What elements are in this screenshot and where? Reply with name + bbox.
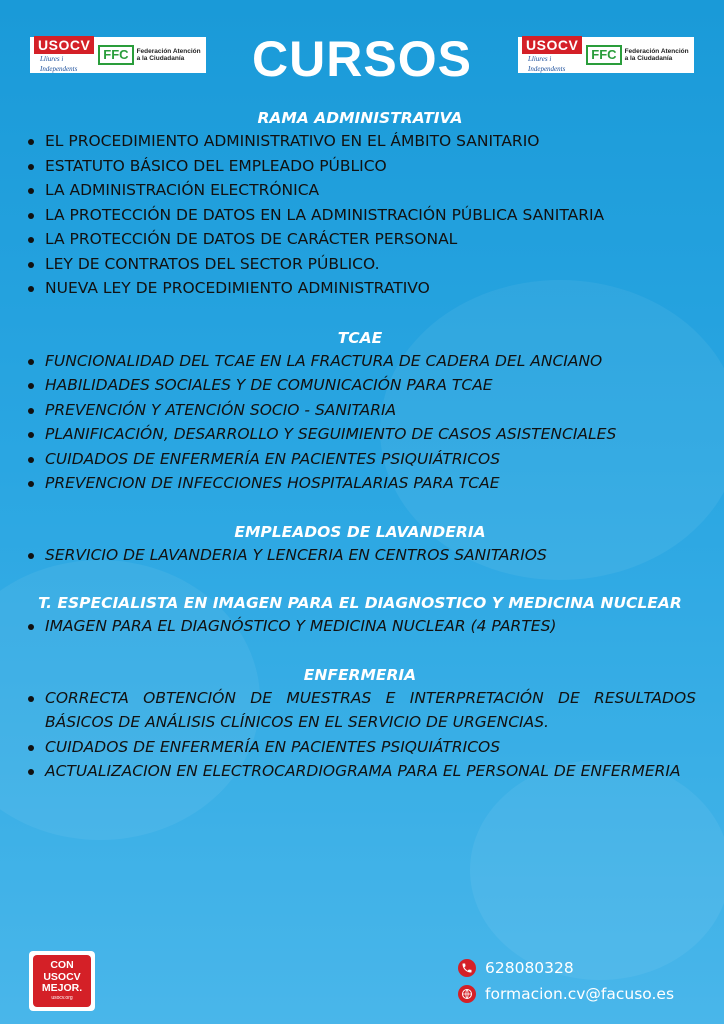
ffc-mark: FFC (98, 45, 133, 65)
usocv-mark: USOCV (34, 36, 94, 54)
globe-icon (458, 985, 476, 1003)
list-item: PREVENCION DE INFECCIONES HOSPITALARIAS PARA TCAE (24, 471, 696, 496)
list-item: LA ADMINISTRACIÓN ELECTRÓNICA (24, 178, 696, 203)
con-logo-line3: MEJOR. (41, 982, 83, 995)
section-list-administrativa (24, 129, 696, 301)
list-item: ESTATUTO BÁSICO DEL EMPLEADO PÚBLICO (24, 154, 696, 179)
usocv-tagline: Lliures i Independents (40, 55, 78, 73)
ffc-text: Federación Atención a la Ciudadanía (624, 47, 689, 62)
section-list-enfermeria (24, 686, 696, 784)
section-list-tcae (24, 349, 696, 496)
list-item: CUIDADOS DE ENFERMERÍA EN PACIENTES PSIQUIÁTRICOS (24, 735, 696, 760)
list-item: PREVENCIÓN Y ATENCIÓN SOCIO - SANITARIA (24, 398, 696, 423)
list-item: CORRECTA OBTENCIÓN DE MUESTRAS E INTERPRETACIÓN DE RESULTADOS BÁSICOS DE ANÁLISIS CLÍNICOS EN EL SERVICIO DE URGENCIAS. (24, 686, 696, 735)
con-usocv-mejor-badge (33, 955, 91, 1007)
usocv-mark: USOCV (522, 36, 582, 54)
list-item: HABILIDADES SOCIALES Y DE COMUNICACIÓN PARA TCAE (24, 373, 696, 398)
list-item: LA PROTECCIÓN DE DATOS EN LA ADMINISTRACIÓN PÚBLICA SANITARIA (24, 203, 696, 228)
background-shape (470, 760, 724, 980)
list-item: ACTUALIZACION EN ELECTROCARDIOGRAMA PARA EL PERSONAL DE ENFERMERIA (24, 759, 696, 784)
list-item: FUNCIONALIDAD DEL TCAE EN LA FRACTURA DE CADERA DEL ANCIANO (24, 349, 696, 374)
usocv-tagline: Lliures i Independents (528, 55, 566, 73)
section-title-imagen: T. ESPECIALISTA EN IMAGEN PARA EL DIAGNOSTICO Y MEDICINA NUCLEAR (38, 594, 682, 612)
section-title-enfermeria: ENFERMERIA (303, 665, 417, 684)
contact-email[interactable] (458, 985, 674, 1003)
con-usocv-mejor-logo (29, 951, 95, 1011)
list-item: EL PROCEDIMIENTO ADMINISTRATIVO EN EL ÁMBITO SANITARIO (24, 129, 696, 154)
con-logo-line1: CON (50, 959, 74, 972)
usocv-ffc-logo-right (518, 37, 694, 73)
list-item: IMAGEN PARA EL DIAGNÓSTICO Y MEDICINA NUCLEAR (4 PARTES) (24, 614, 696, 639)
list-item: SERVICIO DE LAVANDERIA Y LENCERIA EN CENTROS SANITARIOS (24, 543, 696, 568)
list-item: NUEVA LEY DE PROCEDIMIENTO ADMINISTRATIVO (24, 276, 696, 301)
page-title: CURSOS (252, 31, 472, 87)
section-list-lavanderia (24, 543, 696, 568)
list-item: PLANIFICACIÓN, DESARROLLO Y SEGUIMIENTO DE CASOS ASISTENCIALES (24, 422, 696, 447)
section-title-administrativa: RAMA ADMINISTRATIVA (257, 109, 463, 127)
section-title-lavanderia: EMPLEADOS DE LAVANDERIA (234, 522, 486, 541)
email-address[interactable]: formacion.cv@facuso.es (485, 985, 675, 1003)
section-list-imagen (24, 614, 696, 639)
usocv-logo (522, 36, 582, 74)
list-item: LA PROTECCIÓN DE DATOS DE CARÁCTER PERSONAL (24, 227, 696, 252)
phone-number[interactable]: 628080328 (485, 959, 574, 977)
ffc-text: Federación Atención a la Ciudadanía (136, 47, 201, 62)
con-logo-line2: USOCV (43, 970, 81, 983)
course-list (24, 107, 696, 784)
con-logo-small: usocv.org (51, 994, 73, 1001)
contact-phone[interactable] (458, 959, 574, 977)
list-item: LEY DE CONTRATOS DEL SECTOR PÚBLICO. (24, 252, 696, 277)
ffc-mark: FFC (586, 45, 621, 65)
list-item: CUIDADOS DE ENFERMERÍA EN PACIENTES PSIQUIÁTRICOS (24, 447, 696, 472)
phone-icon (458, 959, 476, 977)
section-title-tcae: TCAE (337, 328, 383, 347)
